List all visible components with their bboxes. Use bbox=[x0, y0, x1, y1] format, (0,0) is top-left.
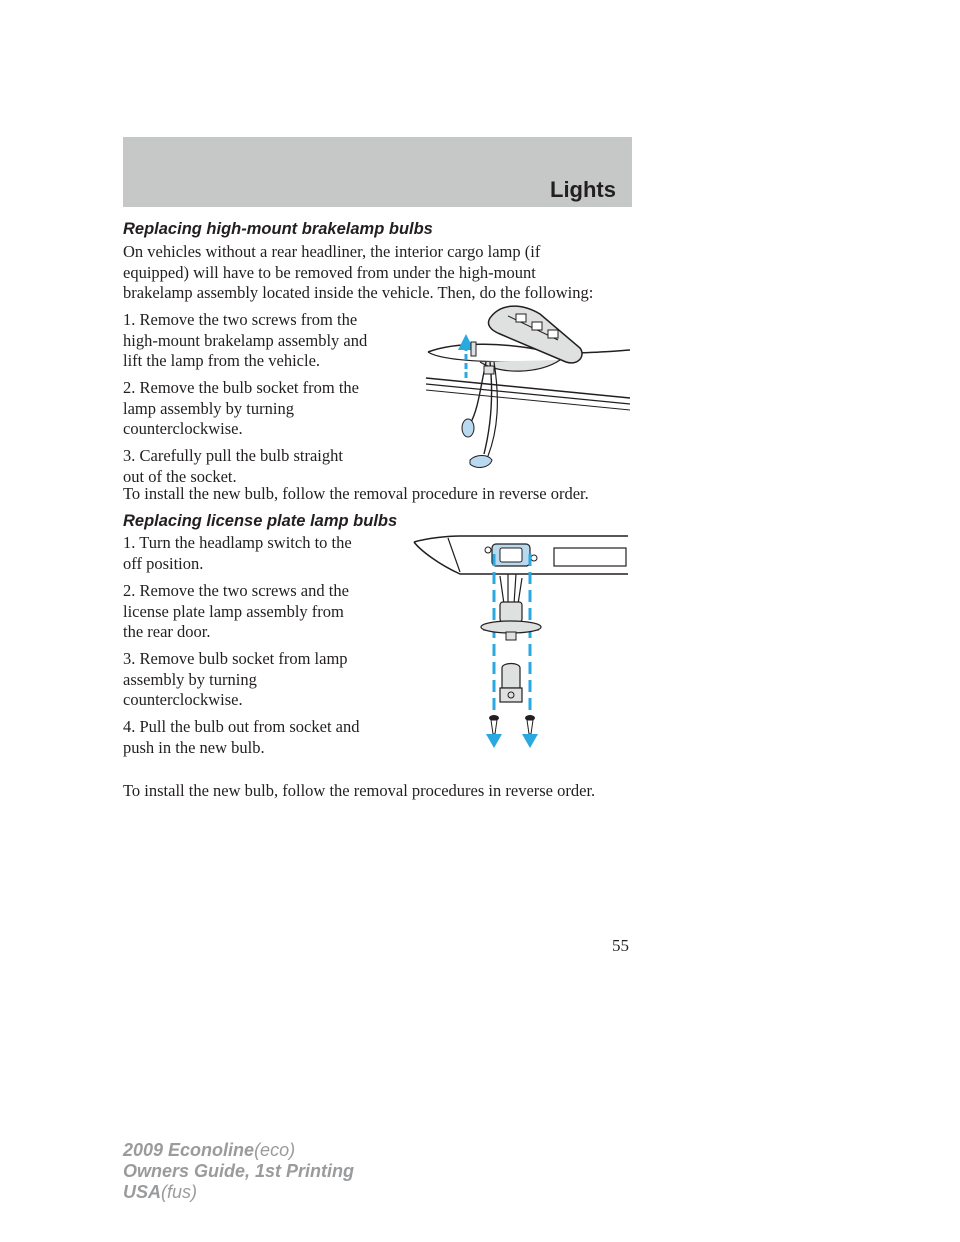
step-line: 2. Remove the two screws and the bbox=[123, 581, 349, 600]
bulb-icon bbox=[502, 664, 520, 689]
bulb-socket-icon bbox=[462, 419, 474, 437]
footer-guide: Owners Guide, 1st Printing bbox=[123, 1161, 355, 1181]
license-lamp-illustration bbox=[408, 528, 630, 766]
step-line: 4. Pull the bulb out from socket and bbox=[123, 717, 360, 736]
intro-line: equipped) will have to be removed from under the high-mount bbox=[123, 262, 536, 282]
down-arrow-icon bbox=[486, 734, 502, 748]
bulb-icon bbox=[470, 456, 492, 468]
license-heading: Replacing license plate lamp bulbs bbox=[123, 512, 398, 530]
step-line: push in the new bulb. bbox=[123, 737, 265, 757]
intro-line: brakelamp assembly located inside the vehicle. Then, do the following: bbox=[123, 283, 594, 302]
bulb-socket-icon bbox=[500, 602, 522, 622]
step-line: high-mount brakelamp assembly and bbox=[123, 330, 368, 350]
step-line: assembly by turning bbox=[123, 669, 257, 689]
brakelamp-heading: Replacing high-mount brakelamp bulbs bbox=[123, 220, 433, 238]
section-title: Lights bbox=[550, 177, 616, 202]
step-line: the rear door. bbox=[123, 622, 211, 641]
footer-market-code: (fus) bbox=[161, 1182, 198, 1202]
footer-model: 2009 Econoline bbox=[123, 1140, 255, 1160]
step-line: off position. bbox=[123, 553, 204, 573]
step-line: out of the socket. bbox=[123, 466, 237, 486]
footer-market: USA bbox=[123, 1182, 162, 1202]
step-line: 2. Remove the bulb socket from the bbox=[123, 378, 359, 397]
screw-icon bbox=[522, 715, 538, 748]
down-arrow-icon bbox=[522, 734, 538, 748]
step-line: counterclockwise. bbox=[123, 690, 243, 709]
footer-model-code: (eco) bbox=[254, 1140, 296, 1160]
section-header-band bbox=[123, 137, 632, 207]
footer bbox=[123, 1140, 354, 1203]
brakelamp-housing-icon bbox=[488, 306, 582, 363]
license-closing: To install the new bulb, follow the removal procedures in reverse order. bbox=[123, 781, 596, 800]
step-line: license plate lamp assembly from bbox=[123, 601, 344, 621]
page-number: 55 bbox=[612, 936, 629, 955]
step-line: lamp assembly by turning bbox=[123, 398, 294, 418]
brakelamp-closing: To install the new bulb, follow the removal procedure in reverse order. bbox=[123, 484, 589, 503]
step-line: lift the lamp from the vehicle. bbox=[123, 351, 321, 370]
step-line: 1. Turn the headlamp switch to the bbox=[123, 533, 352, 552]
step-line: 3. Carefully pull the bulb straight bbox=[123, 446, 343, 465]
step-line: 1. Remove the two screws from the bbox=[123, 310, 358, 329]
screw-icon bbox=[486, 715, 502, 748]
step-line: counterclockwise. bbox=[123, 419, 243, 438]
screw-icon bbox=[471, 342, 476, 356]
brakelamp-illustration bbox=[420, 300, 632, 476]
intro-line: On vehicles without a rear headliner, the interior cargo lamp (if bbox=[123, 242, 541, 261]
step-line: 3. Remove bulb socket from lamp bbox=[123, 649, 348, 668]
